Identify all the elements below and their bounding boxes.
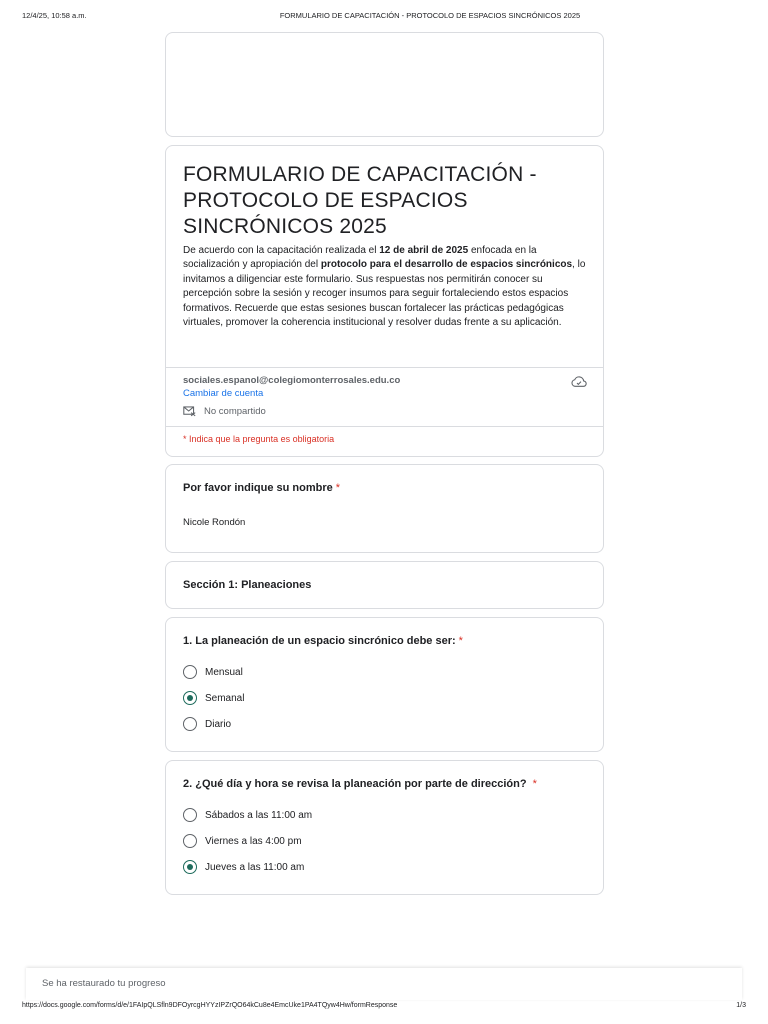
radio-button[interactable] xyxy=(183,665,197,679)
print-url: https://docs.google.com/forms/d/e/1FAIpQLSfln9DFOyrcgHYYzIPZrQO64kCu8e4EmcUke1PA4TQyw4Hw/formResponse xyxy=(22,1002,398,1009)
divider xyxy=(166,367,603,368)
print-header xyxy=(0,11,768,23)
radio-button[interactable] xyxy=(183,808,197,822)
form-description xyxy=(183,244,588,330)
divider xyxy=(166,426,603,427)
question-name-card xyxy=(165,464,604,553)
print-title: FORMULARIO DE CAPACITACIÓN - PROTOCOLO DE ESPACIOS SINCRÓNICOS 2025 xyxy=(279,11,581,20)
progress-restored-toast xyxy=(26,968,742,1000)
q1-option-mensual[interactable] xyxy=(183,664,243,680)
radio-button[interactable] xyxy=(183,834,197,848)
switch-account-link[interactable]: Cambiar de cuenta xyxy=(183,388,264,399)
required-note: * Indica que la pregunta es obligatoria xyxy=(183,434,335,444)
q2-option-jueves[interactable] xyxy=(183,859,304,875)
section-1-title: Sección 1: Planeaciones xyxy=(183,579,312,591)
not-shared-label: No compartido xyxy=(204,406,266,417)
radio-button-checked[interactable] xyxy=(183,860,197,874)
form-title: FORMULARIO DE CAPACITACIÓN - PROTOCOLO DE ESPACIOS SINCRÓNICOS 2025 xyxy=(183,163,537,238)
not-shared-icon xyxy=(183,405,196,417)
q2-option-sabados[interactable] xyxy=(183,807,312,823)
form-banner xyxy=(165,32,604,137)
required-mark: * xyxy=(335,482,341,494)
toast-message: Se ha restaurado tu progreso xyxy=(42,978,166,989)
name-answer[interactable]: Nicole Rondón xyxy=(183,517,246,528)
option-label: Sábados a las 11:00 am xyxy=(205,809,313,821)
description-text-1: De acuerdo con la capacitación realizada el xyxy=(183,245,380,256)
question-1-title xyxy=(183,635,463,647)
q1-option-diario[interactable] xyxy=(183,716,231,732)
account-email: sociales.espanol@colegiomonterrosales.edu.co xyxy=(183,375,401,386)
form-title-card xyxy=(165,145,604,457)
section-1-card xyxy=(165,561,604,609)
question-1-card xyxy=(165,617,604,752)
radio-button-checked[interactable] xyxy=(183,691,197,705)
option-label: Diario xyxy=(205,718,232,730)
q1-option-semanal[interactable] xyxy=(183,690,244,706)
question-name-title xyxy=(183,482,340,494)
question-1-text: 1. La planeación de un espacio sincrónico debe ser: xyxy=(183,635,456,647)
print-date: 12/4/25, 10:58 a.m. xyxy=(22,11,87,20)
cloud-check-icon[interactable] xyxy=(571,375,587,389)
option-label: Viernes a las 4:00 pm xyxy=(205,835,302,847)
question-2-title xyxy=(183,778,537,790)
question-2-card xyxy=(165,760,604,895)
description-text-2: enfocada en la socialización y apropiación del xyxy=(183,245,537,271)
option-label: Semanal xyxy=(205,692,245,704)
required-mark: * xyxy=(532,778,537,790)
print-footer xyxy=(0,1002,768,1014)
description-bold-protocol: protocolo para el desarrollo de espacios sincrónicos xyxy=(320,259,573,271)
q2-option-viernes[interactable] xyxy=(183,833,302,849)
option-label: Mensual xyxy=(205,666,243,678)
required-mark: * xyxy=(458,635,463,647)
question-2-text: 2. ¿Qué día y hora se revisa la planeación por parte de dirección? xyxy=(183,778,527,790)
description-text-3: , lo invitamos a diligenciar este formulario. Sus respuestas nos permitirán conocer su percepción sobre la sesión y recoger insumos para seguir fortaleciendo estos espacios formativos. Recuerde que estas sesiones buscan fortalecer las prácticas pedagógicas virtuales, promover la coherencia institucional y resolver dudas frente a su aplicación. xyxy=(183,259,586,329)
question-name-text: Por favor indique su nombre xyxy=(183,482,333,494)
description-bold-date: 12 de abril de 2025 xyxy=(379,245,469,256)
option-label: Jueves a las 11:00 am xyxy=(205,861,305,873)
radio-button[interactable] xyxy=(183,717,197,731)
print-page-number: 1/3 xyxy=(736,1002,746,1009)
